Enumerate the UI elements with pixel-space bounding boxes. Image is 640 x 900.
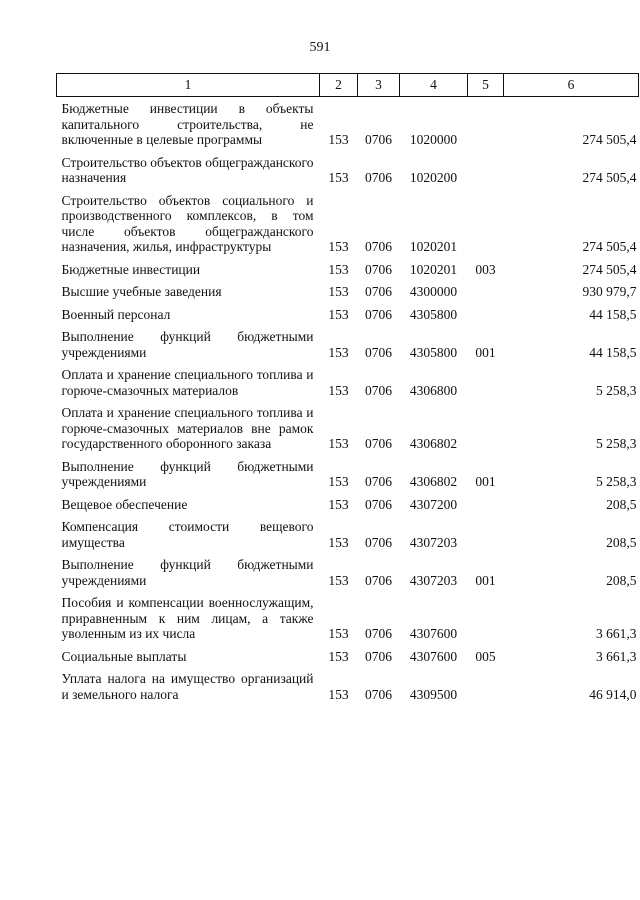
row-name: Строительство объектов социального и производственного комплексов, в том числе объектов общегражданского назначения, жилья, инфраструктуры xyxy=(61,192,314,254)
row-col-4: 4306802 xyxy=(409,436,458,451)
row-col-2: 153 xyxy=(328,436,349,451)
row-col-5 xyxy=(468,155,504,193)
row-col-3: 0706 xyxy=(365,496,392,512)
row-amount: 5 258,3 xyxy=(596,474,637,489)
row-col-5: 001 xyxy=(475,474,496,489)
header-col-6: 6 xyxy=(504,74,639,97)
row-col-4: 4309500 xyxy=(409,686,458,702)
row-name: Оплата и хранение специального топлива и горюче-смазочных материалов вне рамок государственного оборонного заказа xyxy=(61,405,314,451)
header-row xyxy=(57,74,639,97)
row-amount: 44 158,5 xyxy=(589,344,637,360)
row-name: Выполнение функций бюджетными учреждениями xyxy=(61,329,314,360)
page-number: 591 xyxy=(309,40,331,55)
row-col-4: 4306802 xyxy=(409,474,458,489)
row-col-5: 005 xyxy=(475,648,496,664)
row-name: Пособия и компенсации военнослужащим, приравненным к ним лицам, а также уволенным из их числа xyxy=(61,595,314,641)
row-col-2: 153 xyxy=(328,132,349,147)
row-col-3: 0706 xyxy=(365,572,392,588)
row-col-3: 0706 xyxy=(365,306,392,322)
row-col-4: 4306800 xyxy=(409,382,458,398)
row-col-4: 4305800 xyxy=(409,344,458,360)
row-col-3: 0706 xyxy=(365,170,392,185)
row-amount: 208,5 xyxy=(606,496,637,512)
row-col-2: 153 xyxy=(328,474,349,489)
header-col-4: 4 xyxy=(400,74,468,97)
row-amount: 44 158,5 xyxy=(589,306,637,322)
row-col-3: 0706 xyxy=(365,648,392,664)
table-body xyxy=(57,97,639,710)
header-col-2: 2 xyxy=(320,74,358,97)
table-row xyxy=(57,497,639,520)
header-col-1: 1 xyxy=(57,74,320,97)
table-row xyxy=(57,367,639,405)
table-row xyxy=(57,649,639,672)
row-col-2: 153 xyxy=(328,686,349,702)
table-row xyxy=(57,519,639,557)
row-name: Строительство объектов общегражданского назначения xyxy=(61,154,314,185)
table-header xyxy=(57,74,639,97)
row-col-5: 001 xyxy=(475,572,496,588)
table-row xyxy=(57,307,639,330)
row-amount: 46 914,0 xyxy=(589,686,637,702)
row-amount: 930 979,7 xyxy=(582,284,637,299)
row-col-3: 0706 xyxy=(365,626,392,641)
row-col-3: 0706 xyxy=(365,344,392,360)
row-col-4: 1020200 xyxy=(409,170,458,185)
row-col-3: 0706 xyxy=(365,132,392,147)
row-amount: 274 505,4 xyxy=(582,239,637,254)
row-col-2: 153 xyxy=(328,626,349,641)
row-col-2: 153 xyxy=(328,261,349,277)
row-col-3: 0706 xyxy=(365,686,392,702)
row-col-5 xyxy=(468,519,504,557)
row-col-2: 153 xyxy=(328,170,349,185)
row-name: Высшие учебные заведения xyxy=(61,284,222,299)
row-amount: 274 505,4 xyxy=(582,170,637,185)
row-name: Компенсация стоимости вещевого имущества xyxy=(61,519,314,550)
row-col-2: 153 xyxy=(328,496,349,512)
row-name: Оплата и хранение специального топлива и горюче-смазочных материалов xyxy=(61,367,314,398)
table-row xyxy=(57,671,639,709)
row-col-5 xyxy=(468,284,504,307)
row-amount: 3 661,3 xyxy=(596,648,637,664)
row-amount: 274 505,4 xyxy=(582,261,637,277)
header-col-3: 3 xyxy=(358,74,400,97)
row-name: Выполнение функций бюджетными учреждениями xyxy=(61,458,314,489)
row-col-3: 0706 xyxy=(365,261,392,277)
row-amount: 208,5 xyxy=(606,534,637,550)
row-name: Военный персонал xyxy=(61,306,171,322)
table-row xyxy=(57,97,639,155)
row-amount: 274 505,4 xyxy=(582,132,637,147)
row-name: Бюджетные инвестиции в объекты капитального строительства, не включенные в целевые программы xyxy=(61,101,314,147)
table-row xyxy=(57,262,639,285)
row-col-5 xyxy=(468,671,504,709)
row-col-3: 0706 xyxy=(365,534,392,550)
budget-table xyxy=(56,73,639,709)
row-col-2: 153 xyxy=(328,284,349,299)
row-col-2: 153 xyxy=(328,534,349,550)
row-col-4: 4307203 xyxy=(409,572,458,588)
row-col-5 xyxy=(468,497,504,520)
table-row xyxy=(57,405,639,459)
row-col-4: 4307600 xyxy=(409,626,458,641)
row-col-4: 4300000 xyxy=(409,284,458,299)
row-col-3: 0706 xyxy=(365,239,392,254)
row-col-3: 0706 xyxy=(365,436,392,451)
row-amount: 5 258,3 xyxy=(596,436,637,451)
row-col-5 xyxy=(468,307,504,330)
row-amount: 3 661,3 xyxy=(596,626,637,641)
row-col-2: 153 xyxy=(328,648,349,664)
row-name: Вещевое обеспечение xyxy=(61,496,188,512)
row-col-4: 1020201 xyxy=(409,261,458,277)
row-col-2: 153 xyxy=(328,382,349,398)
row-col-2: 153 xyxy=(328,572,349,588)
table-row xyxy=(57,459,639,497)
row-col-5 xyxy=(468,405,504,459)
row-col-5: 003 xyxy=(475,261,496,277)
row-col-2: 153 xyxy=(328,306,349,322)
row-col-4: 4307200 xyxy=(409,496,458,512)
row-col-5 xyxy=(468,595,504,649)
row-col-4: 4307600 xyxy=(409,648,458,664)
row-col-5 xyxy=(468,367,504,405)
row-name: Уплата налога на имущество организаций и земельного налога xyxy=(61,671,314,702)
row-col-5 xyxy=(468,97,504,155)
row-name: Социальные выплаты xyxy=(61,648,187,664)
row-col-3: 0706 xyxy=(365,474,392,489)
table-row xyxy=(57,155,639,193)
row-col-2: 153 xyxy=(328,239,349,254)
table-row xyxy=(57,595,639,649)
row-col-5 xyxy=(468,193,504,262)
row-col-2: 153 xyxy=(328,344,349,360)
row-name: Бюджетные инвестиции xyxy=(61,261,201,277)
row-col-3: 0706 xyxy=(365,382,392,398)
table-row xyxy=(57,557,639,595)
header-col-5: 5 xyxy=(468,74,504,97)
table-row xyxy=(57,284,639,307)
table-row xyxy=(57,329,639,367)
row-name: Выполнение функций бюджетными учреждениями xyxy=(61,557,314,588)
row-amount: 5 258,3 xyxy=(596,382,637,398)
row-col-4: 4305800 xyxy=(409,306,458,322)
row-amount: 208,5 xyxy=(606,572,637,588)
row-col-3: 0706 xyxy=(365,284,392,299)
row-col-4: 1020201 xyxy=(409,239,458,254)
row-col-5: 001 xyxy=(475,344,496,360)
row-col-4: 1020000 xyxy=(409,132,458,147)
row-col-4: 4307203 xyxy=(409,534,458,550)
table-row xyxy=(57,193,639,262)
